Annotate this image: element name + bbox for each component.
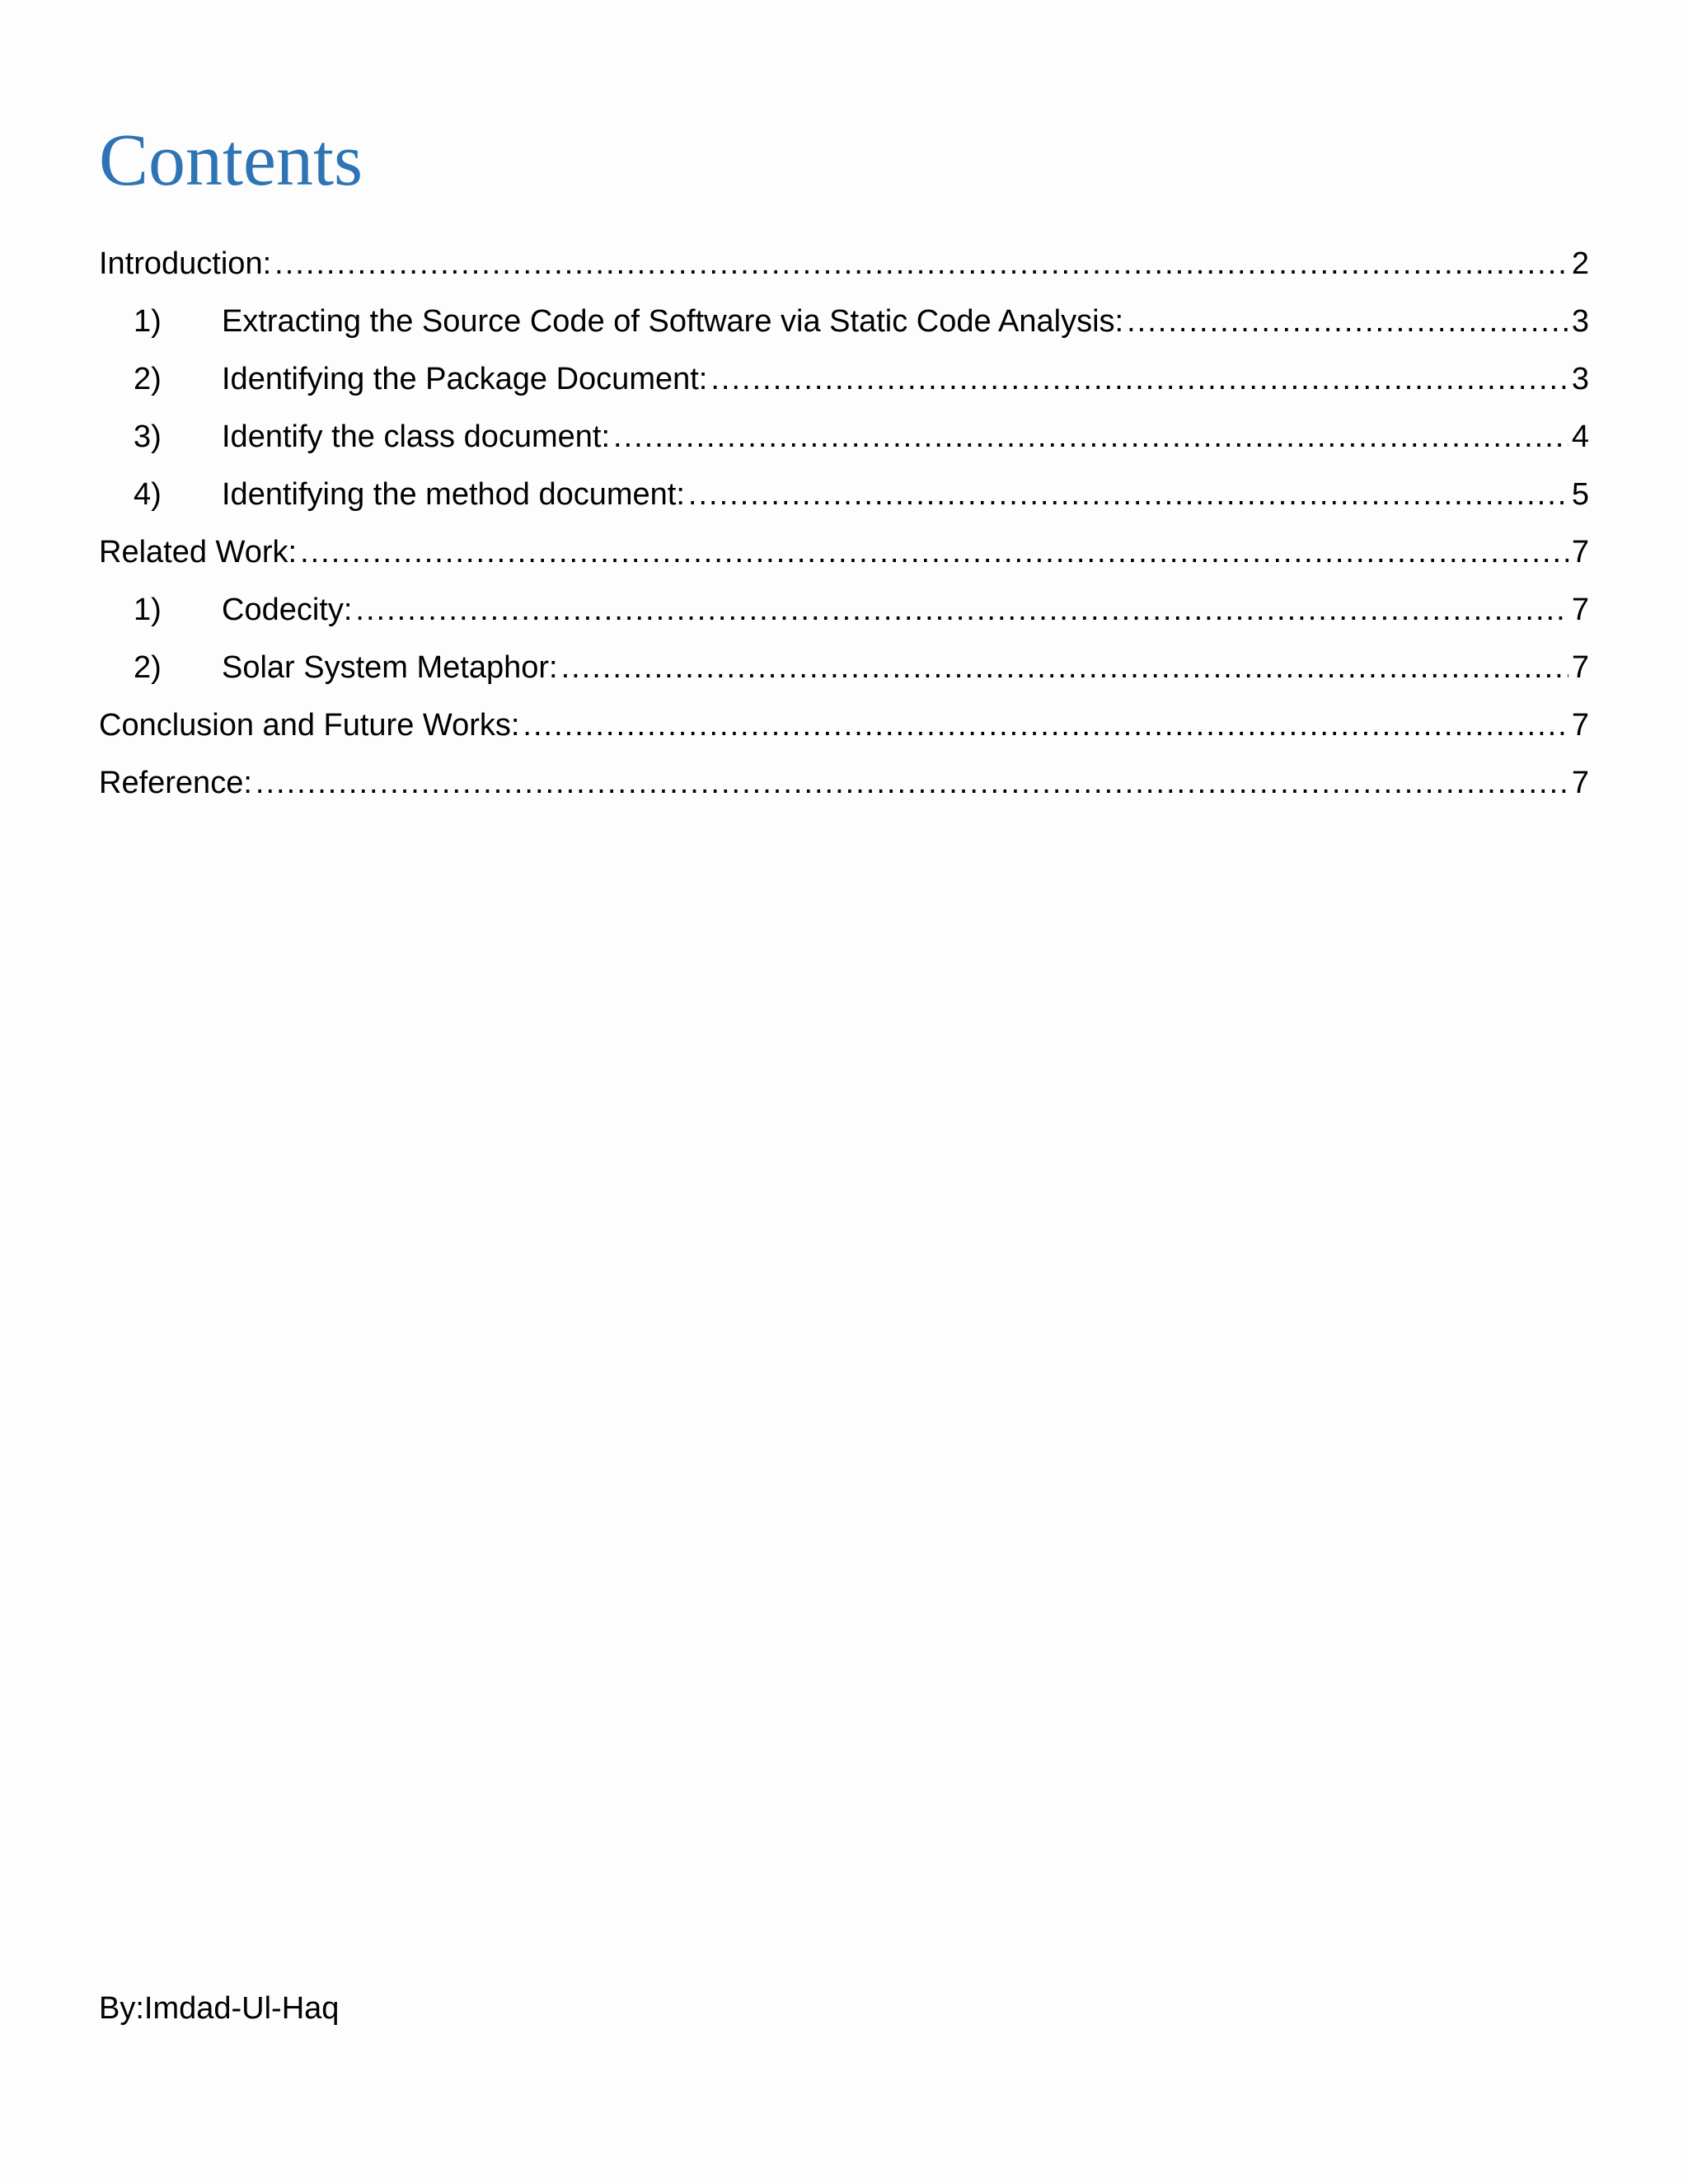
toc-dot-leader (300, 523, 1568, 581)
toc-page-number: 7 (1571, 650, 1589, 685)
toc-entry-title: Reference: (99, 766, 252, 800)
toc-entry-number: 4) (134, 477, 162, 512)
toc-entry-title: Conclusion and Future Works: (99, 708, 520, 743)
toc-entry-title: Extracting the Source Code of Software via Static Code Analysis: (222, 304, 1124, 339)
toc-entry-number: 2) (134, 362, 162, 396)
author-line: By:Imdad-Ul-Haq (99, 1991, 340, 2026)
toc-dot-leader (688, 466, 1568, 523)
toc-entry-title: Codecity: (222, 593, 353, 627)
toc-dot-leader (613, 408, 1568, 466)
toc-entry-number: 1) (134, 304, 162, 339)
toc-heading: Contents (99, 120, 363, 201)
toc-page-number: 7 (1571, 535, 1589, 569)
toc-dot-leader (561, 639, 1568, 696)
toc-dot-leader (355, 581, 1568, 639)
toc-dot-leader (523, 696, 1568, 754)
toc-entry-title: Related Work: (99, 535, 298, 569)
toc-entry-title: Identifying the Package Document: (222, 362, 708, 396)
toc-page-number: 3 (1571, 362, 1589, 396)
toc-entry-title: Solar System Metaphor: (222, 650, 558, 685)
toc-entry-solar-system-metaphor[interactable] (99, 639, 1589, 696)
toc-entry-extracting-source-code[interactable] (99, 293, 1589, 350)
toc-dot-leader (1127, 293, 1568, 350)
toc-page-number: 4 (1571, 419, 1589, 454)
toc-entry-introduction[interactable] (99, 235, 1589, 293)
toc-entry-related-work[interactable] (99, 523, 1589, 581)
toc-page-number: 7 (1571, 593, 1589, 627)
toc-page-number: 2 (1571, 246, 1589, 281)
toc-entry-title: Identify the class document: (222, 419, 611, 454)
table-of-contents (99, 235, 1589, 812)
toc-dot-leader (256, 754, 1568, 812)
toc-entry-number: 3) (134, 419, 162, 454)
toc-entry-conclusion[interactable] (99, 696, 1589, 754)
toc-page-number: 5 (1571, 477, 1589, 512)
toc-page-number: 3 (1571, 304, 1589, 339)
toc-page-number: 7 (1571, 708, 1589, 743)
toc-entry-title: Identifying the method document: (222, 477, 685, 512)
toc-entry-number: 1) (134, 593, 162, 627)
toc-entry-number: 2) (134, 650, 162, 685)
toc-entry-package-document[interactable] (99, 350, 1589, 408)
toc-entry-codecity[interactable] (99, 581, 1589, 639)
toc-entry-method-document[interactable] (99, 466, 1589, 523)
toc-dot-leader (274, 235, 1568, 293)
toc-entry-title: Introduction: (99, 246, 272, 281)
toc-page-number: 7 (1571, 766, 1589, 800)
toc-entry-reference[interactable] (99, 754, 1589, 812)
toc-entry-class-document[interactable] (99, 408, 1589, 466)
toc-dot-leader (710, 350, 1568, 408)
